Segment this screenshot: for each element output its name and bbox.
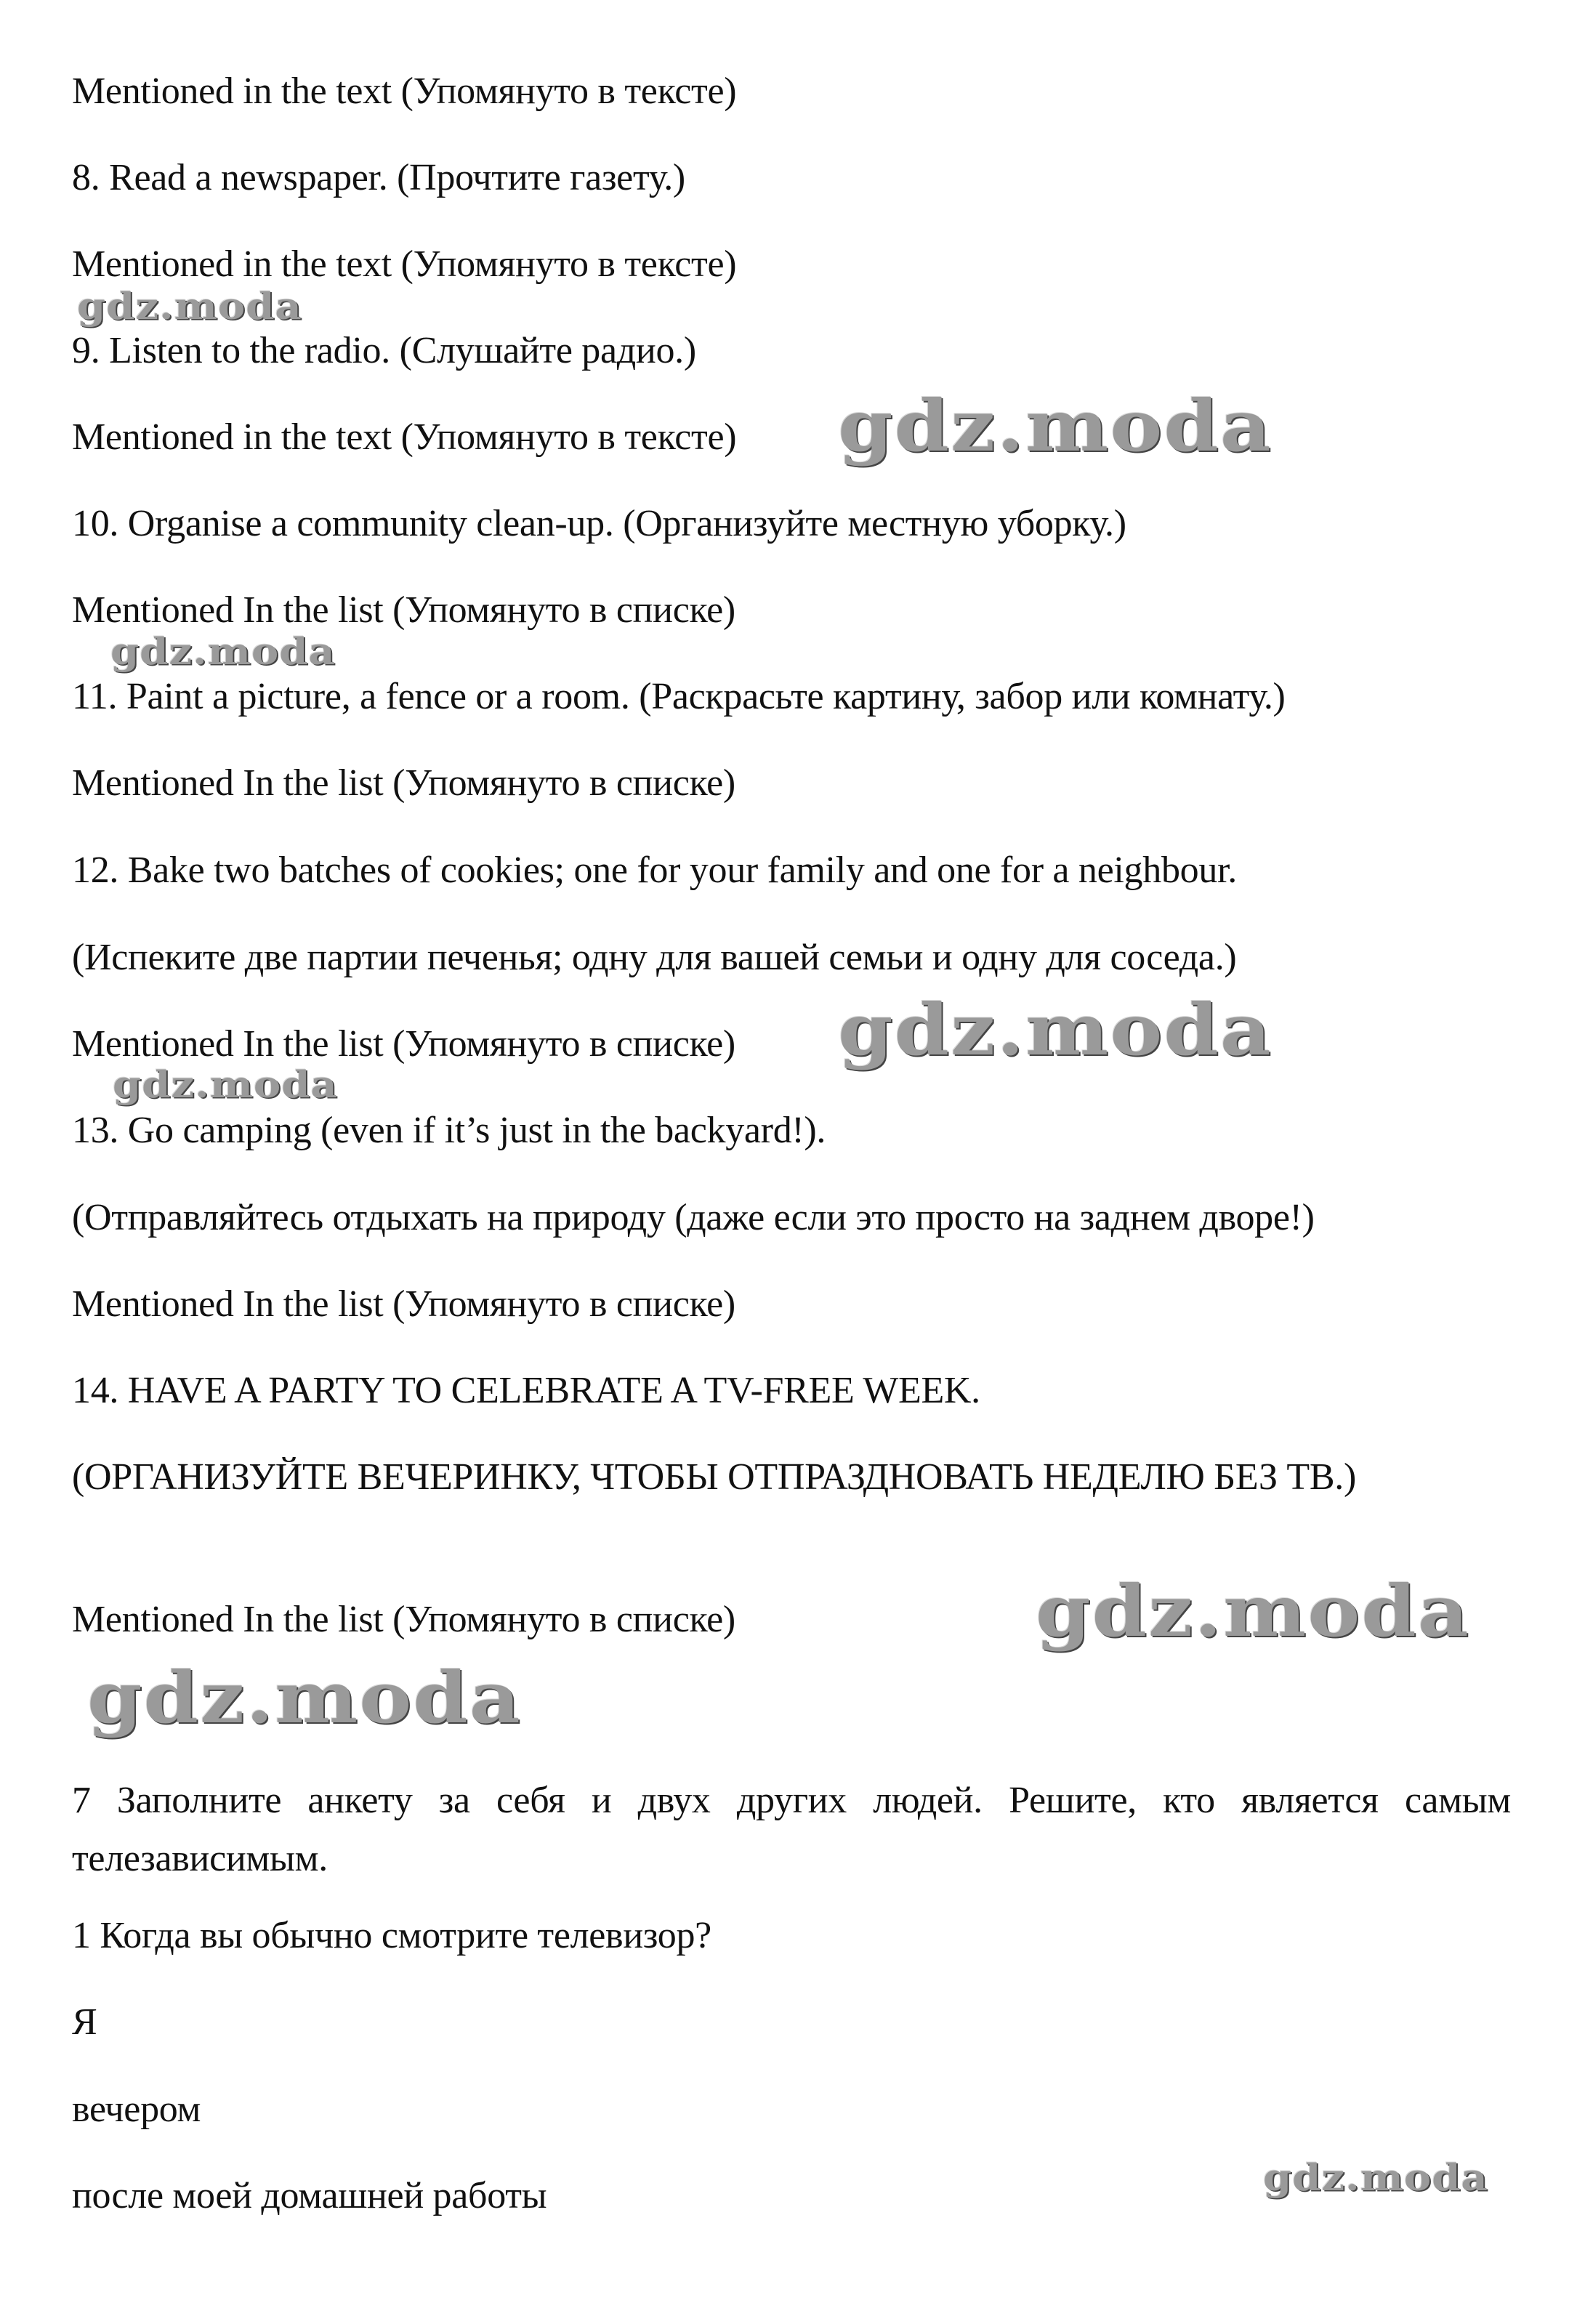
text-line: 12. Bake two batches of cookies; one for your family and one for a neighbour. bbox=[72, 850, 1237, 891]
text-line: 13. Go camping (even if it’s just in the backyard!). bbox=[72, 1110, 826, 1151]
text-line: 9. Listen to the radio. (Слушайте радио.) bbox=[72, 330, 696, 371]
text-line: 7 Заполните анкету за себя и двух других людей. Решите, кто является самым телезависимым. bbox=[72, 1780, 1511, 1879]
watermark: gdz.moda bbox=[838, 385, 1273, 468]
text-line: после моей домашней работы bbox=[72, 2175, 547, 2216]
text-line: 14. HAVE A PARTY TO CELEBRATE A TV-FREE WEEK. bbox=[72, 1370, 980, 1411]
text-line: Я bbox=[72, 2001, 97, 2043]
text-line: (Испеките две партии печенья; одну для вашей семьи и одну для соседа.) bbox=[72, 937, 1237, 978]
watermark: gdz.moda bbox=[838, 989, 1273, 1072]
watermark: gdz.moda bbox=[110, 630, 336, 674]
text-line: вечером bbox=[72, 2089, 201, 2130]
text-line: Mentioned In the list (Упомянуто в списке) bbox=[72, 762, 735, 804]
text-line: 11. Paint a picture, a fence or a room. (Раскрасьте картину, забор или комнату.) bbox=[72, 676, 1286, 717]
text-line: Mentioned in the text (Упомянуто в тексте) bbox=[72, 416, 737, 458]
text-line: Mentioned In the list (Упомянуто в списке) bbox=[72, 1023, 735, 1065]
text-line: (Отправляйтесь отдыхать на природу (даже если это просто на заднем дворе!) bbox=[72, 1197, 1315, 1238]
watermark: gdz.moda bbox=[1036, 1570, 1470, 1653]
text-line: 10. Organise a community clean-up. (Организуйте местную уборку.) bbox=[72, 503, 1126, 544]
text-line: (ОРГАНИЗУЙТЕ ВЕЧЕРИНКУ, ЧТОБЫ ОТПРАЗДНОВАТЬ НЕДЕЛЮ БЕЗ ТВ.) bbox=[72, 1456, 1356, 1498]
text-line: 8. Read a newspaper. (Прочтите газету.) bbox=[72, 157, 685, 198]
text-line: Mentioned In the list (Упомянуто в списке) bbox=[72, 1599, 735, 1640]
watermark: gdz.moda bbox=[1263, 2156, 1488, 2200]
text-line: Mentioned in the text (Упомянуто в тексте) bbox=[72, 243, 737, 285]
text-line: Mentioned in the text (Упомянуто в тексте) bbox=[72, 70, 737, 112]
text-line: 1 Когда вы обычно смотрите телевизор? bbox=[72, 1915, 711, 1956]
text-line: Mentioned In the list (Упомянуто в списке) bbox=[72, 589, 735, 631]
watermark: gdz.moda bbox=[113, 1063, 338, 1107]
watermark: gdz.moda bbox=[77, 285, 302, 328]
text-line: Mentioned In the list (Упомянуто в списке) bbox=[72, 1283, 735, 1325]
watermark: gdz.moda bbox=[87, 1657, 522, 1740]
